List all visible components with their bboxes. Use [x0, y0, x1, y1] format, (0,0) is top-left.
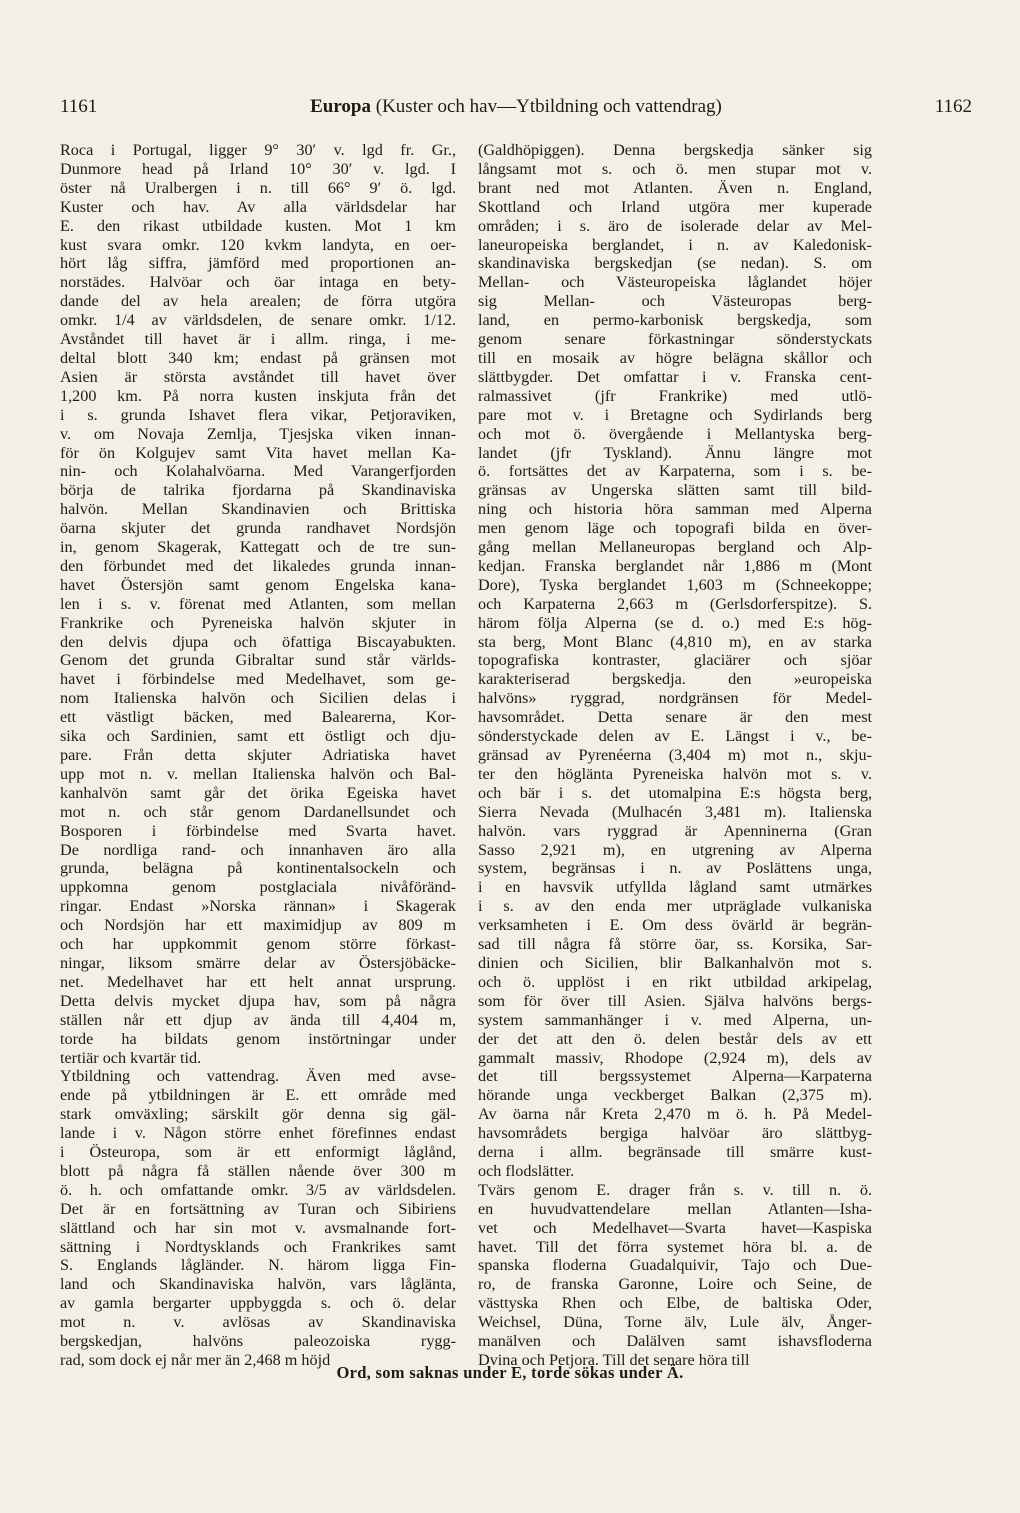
text-line: Weichsel, Düna, Torne älv, Lule älv, Ånger-: [478, 1313, 872, 1332]
text-line: halvön. vars ryggrad är Apenninerna (Gran: [478, 821, 872, 840]
text-line: en huvudvattendelare mellan Atlanten—Isha-: [478, 1199, 872, 1218]
text-line: De nordliga rand- och innanhaven äro alla: [60, 840, 456, 859]
right-column: [478, 141, 872, 1370]
text-line: torde ha bildats genom instörtningar under: [60, 1029, 456, 1048]
text-line: områden; i s. äro de isolerade delar av Mel-: [478, 216, 872, 235]
text-line: för ön Kolgujev samt Vita havet mellan Ka-: [60, 443, 456, 462]
text-line: mot n. v. avlösas av Skandinaviska: [60, 1313, 456, 1332]
text-line: vet och Medelhavet—Svarta havet—Kaspiska: [478, 1218, 872, 1237]
text-line: slättland och har sin mot v. avsmalnande fort-: [60, 1218, 456, 1237]
text-line: brant ned mot Atlanten. Även n. England,: [478, 178, 872, 197]
running-title-main: Europa: [310, 96, 371, 117]
text-line: börja de talrika fjordarna på Skandinaviska: [60, 481, 456, 500]
text-line: grunda, belägna på kontinentalsockeln och: [60, 859, 456, 878]
running-title: [60, 96, 972, 118]
text-line: land och Skandinaviska halvön, vars låglänta,: [60, 1275, 456, 1294]
text-line: E. den rikast utbildade kusten. Mot 1 km: [60, 216, 456, 235]
text-line: derna i allm. begränsade till smärre kust-: [478, 1143, 872, 1162]
text-line: i s. av den enda mer utpräglade vulkaniska: [478, 897, 872, 916]
text-line: blott på några få ställen nående över 300 m: [60, 1161, 456, 1180]
text-line: bergskedjan, halvöns paleozoiska rygg-: [60, 1332, 456, 1351]
left-column: [60, 141, 456, 1370]
text-line: Det är en fortsättning av Turan och Sibiriens: [60, 1199, 456, 1218]
text-line: havsområdets bergiga halvöar äro slättbyg-: [478, 1124, 872, 1143]
text-line: net. Medelhavet har ett helt annat ursprung.: [60, 972, 456, 991]
text-line: ö. fortsättes det av Karpaterna, som i s. be-: [478, 462, 872, 481]
text-line: härom följa Alperna (se d. o.) med E:s hög-: [478, 613, 872, 632]
text-line: halvön. Mellan Skandinavien och Brittiska: [60, 500, 456, 519]
text-line: ningar, liksom smärre delar av Östersjöbäcke-: [60, 953, 456, 972]
text-line: Sierra Nevada (Mulhacén 3,481 m). Italienska: [478, 802, 872, 821]
text-line: sig Mellan- och Västeuropas berg-: [478, 292, 872, 311]
text-line: omkr. 1/4 av världsdelen, de senare omkr. 1/12.: [60, 311, 456, 330]
text-line: Dore), Tyska berglandet 1,603 m (Schneekoppe;: [478, 575, 872, 594]
text-line: sika och Sardinien, samt ett östligt och dju-: [60, 727, 456, 746]
text-line: dinien och Sicilien, blir Balkanhalvön mot s.: [478, 953, 872, 972]
text-line: pare mot v. i Bretagne och Sydirlands berg: [478, 405, 872, 424]
text-line: land, en permo-karbonisk bergskedja, som: [478, 311, 872, 330]
text-line: och flodslätter.: [478, 1161, 575, 1180]
text-line: och ö. upplöst i en rikt utbildad arkipelag,: [478, 972, 872, 991]
page-header: [60, 96, 972, 122]
text-line: ett västligt bäcken, med Balearerna, Kor-: [60, 708, 456, 727]
text-line: men genom läge och topografi bilda en över-: [478, 519, 872, 538]
text-line: dande del av hela arealen; de förra utgöra: [60, 292, 456, 311]
text-line: Dvina och Petjora. Till det senare höra till: [478, 1351, 750, 1369]
text-line: der det att den ö. delen består dels av ett: [478, 1029, 872, 1048]
text-line: i Östeuropa, som är ett enformigt låglånd,: [60, 1143, 456, 1162]
text-line: långsamt mot s. och ö. men stupar mot v.: [478, 159, 872, 178]
text-line: Skottland och Irland utgöra mer kuperade: [478, 197, 872, 216]
text-line: den delvis djupa och öfattiga Biscayabukten.: [60, 632, 456, 651]
text-line: Asien är största avståndet till havet över: [60, 367, 456, 386]
text-line: öster nå Uralbergen i n. till 66° 9′ ö. lgd.: [60, 178, 456, 197]
text-line: gränsas av Ungerska slätten samt till bild-: [478, 481, 872, 500]
text-line: av gamla bergarter uppbyggda s. och ö. delar: [60, 1294, 456, 1313]
text-line: Avståndet till havet är i allm. ringa, i me-: [60, 330, 456, 349]
text-line: och bär i s. det utomalpina E:s högsta berg,: [478, 783, 872, 802]
text-line: kust svara omkr. 120 kvkm landyta, en oer-: [60, 235, 456, 254]
text-line: rad, som dock ej når mer än 2,468 m höjd: [60, 1351, 331, 1369]
text-line: sättning i Nordtysklands och Frankrikes samt: [60, 1237, 456, 1256]
text-line: som för över till Asien. Själva halvöns bergs-: [478, 991, 872, 1010]
text-line: ter den höglänta Pyreneiska halvön mot s. v.: [478, 764, 872, 783]
text-line: västtyska Rhen och Elbe, de baltiska Oder,: [478, 1294, 872, 1313]
text-line: öarna skjuter det grunda randhavet Nordsjön: [60, 519, 456, 538]
page-number-left: 1161: [60, 96, 98, 117]
text-line: Genom det grunda Gibraltar sund står världs-: [60, 651, 456, 670]
text-line: lande i v. Någon större enhet förefinnes endast: [60, 1124, 456, 1143]
text-line: norstädes. Halvöar och öar intaga en bety-: [60, 273, 456, 292]
page-number-right: 1162: [934, 96, 972, 117]
text-line: pare. Från detta skjuter Adriatiska havet: [60, 746, 456, 764]
text-line: manälven och Dalälven samt ishavsfloderna: [478, 1332, 872, 1351]
text-line: nom Italienska halvön och Sicilien delas i: [60, 689, 456, 708]
text-line: i s. grunda Ishavet flera vikar, Petjoraviken,: [60, 405, 456, 424]
text-line: mot n. och står genom Dardanellsundet och: [60, 802, 456, 821]
text-line: tertiär och kvartär tid.: [60, 1048, 202, 1067]
text-line: S. Englands lågländer. N. härom ligga Fin-: [60, 1256, 456, 1275]
text-line: landet (jfr Tyskland). Ännu längre mot: [478, 443, 872, 462]
text-line: stark omväxling; särskilt gör denna sig gäl-: [60, 1105, 456, 1124]
running-title-sub: (Kuster och hav—Ytbildning och vattendrag): [371, 96, 722, 117]
text-line: och mot ö. övergående i Mellantyska berg-: [478, 424, 872, 443]
text-line: Av öarna når Kreta 2,470 m ö. h. På Medel-: [478, 1105, 872, 1124]
text-line: 1,200 km. På norra kusten inskjuta från det: [60, 386, 456, 405]
text-line: gång mellan Mellaneuropas bergland och Alp-: [478, 538, 872, 557]
text-line: Dunmore head på Irland 10° 30′ v. lgd. I: [60, 159, 456, 178]
text-line: hörande unga veckberget Balkan (2,375 m).: [478, 1086, 872, 1105]
text-line: ende på ytbildningen är E. ett område med: [60, 1086, 456, 1105]
text-line: ställen når ett djup av ända till 4,404 m,: [60, 1010, 456, 1029]
text-line: havet Östersjön samt genom Engelska kana-: [60, 575, 456, 594]
text-line: Roca i Portugal, ligger 9° 30′ v. lgd fr. Gr.,: [60, 141, 456, 159]
text-line: topografiska kontraster, glaciärer och sjöar: [478, 651, 872, 670]
text-line: v. om Novaja Zemlja, Tjesjska viken innan-: [60, 424, 456, 443]
text-line: system, begränsas i n. av Poslättens unga,: [478, 859, 872, 878]
text-line: till en mosaik av högre belägna skållor och: [478, 348, 872, 367]
text-line: gränsad av Pyrenéerna (3,404 m) mot n., skju-: [478, 746, 872, 764]
text-line: sad till några få större öar, ss. Korsika, Sar-: [478, 935, 872, 954]
text-line: och Karpaterna 2,663 m (Gerlsdorferspitze). S.: [478, 594, 872, 613]
text-line: havsområdet. Detta senare är den mest: [478, 708, 872, 727]
text-line: i en havsvik utfyllda lågland samt utmärkes: [478, 878, 872, 897]
text-line: havet. Till det förra systemet höra bl. a. de: [478, 1237, 872, 1256]
text-line: in, genom Skagerak, Kattegatt och de tre sun-: [60, 538, 456, 557]
text-line: upp mot n. v. mellan Italienska halvön och Bal-: [60, 764, 456, 783]
text-line: den förbundet med det likaledes grunda innan-: [60, 556, 456, 575]
text-line: Kuster och hav. Av alla världsdelar har: [60, 197, 456, 216]
text-line: Mellan- och Västeuropeiska låglandet höjer: [478, 273, 872, 292]
text-line: slättbygder. Det omfattar i v. Franska cent-: [478, 367, 872, 386]
text-line: Sasso 2,921 m), en utgrening av Alperna: [478, 840, 872, 859]
text-line: och Nordsjön har ett maximidjup av 809 m: [60, 916, 456, 935]
text-line: gammalt massiv, Rhodope (2,924 m), dels av: [478, 1048, 872, 1067]
text-line: ro, de franska Garonne, Loire och Seine, de: [478, 1275, 872, 1294]
text-line: halvöns» ryggrad, nordgränsen för Medel-: [478, 689, 872, 708]
text-line: kedjan. Franska berglandet når 1,886 m (Mont: [478, 556, 872, 575]
text-line: ringar. Endast »Norska rännan» i Skagerak: [60, 897, 456, 916]
text-line: kanhalvön samt går det örika Egeiska havet: [60, 783, 456, 802]
text-line: Frankrike och Pyreneiska halvön skjuter in: [60, 613, 456, 632]
text-line: Ytbildning och vattendrag. Även med avse-: [60, 1067, 456, 1086]
text-line: Tvärs genom E. drager från s. v. till n. ö.: [478, 1180, 872, 1199]
text-line: spanska floderna Guadalquivir, Tajo och Due-: [478, 1256, 872, 1275]
text-line: karakteriserad bergskedja. den »europeiska: [478, 670, 872, 689]
text-line: len i s. v. förenat med Atlanten, som mellan: [60, 594, 456, 613]
text-line: deltal blott 340 km; endast på gränsen mot: [60, 348, 456, 367]
text-line: ning och historia höra samman med Alperna: [478, 500, 872, 519]
footer-note: Ord, som saknas under E, torde sökas under Ä.: [336, 1363, 684, 1382]
text-line: nin- och Kolahalvöarna. Med Varangerfjorden: [60, 462, 456, 481]
text-line: ralmassivet (jfr Frankrike) med utlö-: [478, 386, 872, 405]
text-line: system sammanhänger i v. med Alperna, un-: [478, 1010, 872, 1029]
text-line: Bosporen i förbindelse med Svarta havet.: [60, 821, 456, 840]
text-line: ö. h. och omfattande omkr. 3/5 av världsdelen.: [60, 1180, 456, 1199]
text-line: skandinaviska bergskedjan (se nedan). S. om: [478, 254, 872, 273]
text-line: det till bergssystemet Alperna—Karpaterna: [478, 1067, 872, 1086]
text-line: Detta delvis mycket djupa hav, som på några: [60, 991, 456, 1010]
text-line: laneuropeiska berglandet, i n. av Kaledonisk-: [478, 235, 872, 254]
text-line: sönderstyckade delen av E. Längst i v., be-: [478, 727, 872, 746]
text-line: och har uppkommit genom större förkast-: [60, 935, 456, 954]
text-line: havet i förbindelse med Medelhavet, som ge-: [60, 670, 456, 689]
text-line: uppkomna genom postglaciala nivåföränd-: [60, 878, 456, 897]
text-line: (Galdhöpiggen). Denna bergskedja sänker sig: [478, 141, 872, 159]
text-line: verksamheten i E. Om dess övärld är begrän-: [478, 916, 872, 935]
text-line: genom senare förkastningar sönderstyckats: [478, 330, 872, 349]
text-line: sta berg, Mont Blanc (4,810 m), en av starka: [478, 632, 872, 651]
text-line: hört låg siffra, jämförd med proportionen an-: [60, 254, 456, 273]
